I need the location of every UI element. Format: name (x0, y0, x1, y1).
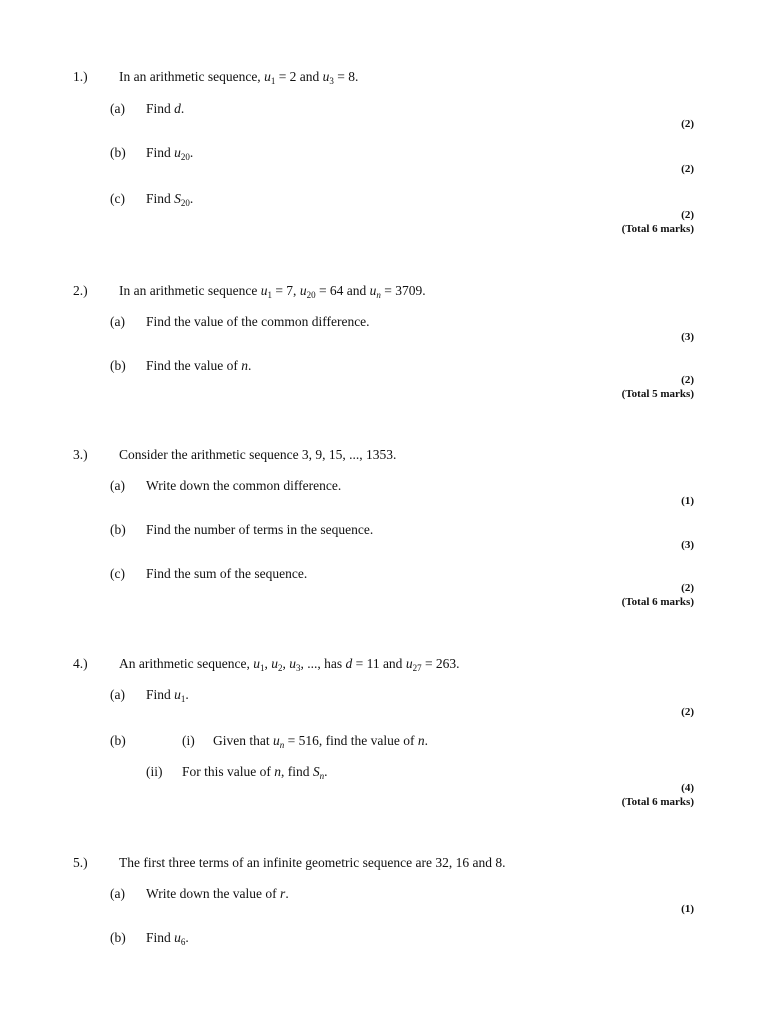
q3c-marks: (2) (681, 582, 694, 594)
q2a-label: (a) (110, 314, 125, 329)
q3c-text: Find the sum of the sequence. (146, 566, 308, 581)
q2-total-marks: (Total 5 marks) (621, 388, 694, 400)
q2-stem: In an arithmetic sequence $u_1 = 7$, $u_{20} = 64$ and $u_n = 3709$. (119, 283, 426, 300)
q1a-marks: (2) (681, 118, 694, 130)
q3a-text: Write down the common difference. (146, 478, 342, 493)
q3a-label: (a) (110, 478, 125, 493)
q4-number: 4.) (73, 656, 88, 671)
q4b-label: (b) (110, 733, 126, 748)
q3-total-marks: (Total 6 marks) (621, 596, 694, 608)
q3-number: 3.) (73, 447, 88, 462)
q2b-marks: (2) (681, 374, 694, 386)
q5b-label: (b) (110, 930, 126, 945)
q1a-label: (a) (110, 101, 125, 116)
q1b-marks: (2) (681, 163, 694, 175)
q4-stem: An arithmetic sequence, $u_1$, $u_2$, $u_3$, ..., has d = 11 and $u_{27} = 263$. (119, 656, 460, 673)
q1c-label: (c) (110, 191, 125, 206)
q5a-text: Write down the value of r. (146, 886, 289, 901)
q5b-text: Find $u_6$. (146, 930, 189, 947)
q3b-marks: (3) (681, 539, 694, 551)
q3b-text: Find the number of terms in the sequence. (146, 522, 374, 537)
q1-total-marks: (Total 6 marks) (621, 223, 694, 235)
q1c-text: Find $S_{20}$. (146, 191, 194, 208)
q5a-label: (a) (110, 886, 125, 901)
q4b-marks: (4) (681, 782, 694, 794)
q4bi-text: Given that $u_n = 516$, find the value of n. (213, 733, 428, 750)
q1c-marks: (2) (681, 209, 694, 221)
q3c-label: (c) (110, 566, 125, 581)
q3a-marks: (1) (681, 495, 694, 507)
q1b-label: (b) (110, 145, 126, 160)
q2b-text: Find the value of n. (146, 358, 252, 373)
q4a-marks: (2) (681, 706, 694, 718)
q5-number: 5.) (73, 855, 88, 870)
q4a-text: Find $u_1$. (146, 687, 189, 704)
q4a-label: (a) (110, 687, 125, 702)
q2b-label: (b) (110, 358, 126, 373)
q4bii-label: (ii) (146, 764, 163, 779)
q1-stem: In an arithmetic sequence, $u_1 = 2$ and $u_3 = 8$. (119, 69, 359, 86)
q4-total-marks: (Total 6 marks) (621, 796, 694, 808)
q4bii-text: For this value of n, find $S_n$. (182, 764, 328, 781)
q1-number: 1.) (73, 69, 88, 84)
q2a-text: Find the value of the common difference. (146, 314, 370, 329)
q2a-marks: (3) (681, 331, 694, 343)
q1b-text: Find $u_{20}$. (146, 145, 194, 162)
q4bi-label: (i) (182, 733, 195, 748)
q5-stem: The first three terms of an infinite geometric sequence are 32, 16 and 8. (119, 855, 506, 870)
q2-number: 2.) (73, 283, 88, 298)
q3b-label: (b) (110, 522, 126, 537)
q1a-text: Find d. (146, 101, 185, 116)
q3-stem: Consider the arithmetic sequence 3, 9, 15, ..., 1353. (119, 447, 397, 462)
q5a-marks: (1) (681, 903, 694, 915)
